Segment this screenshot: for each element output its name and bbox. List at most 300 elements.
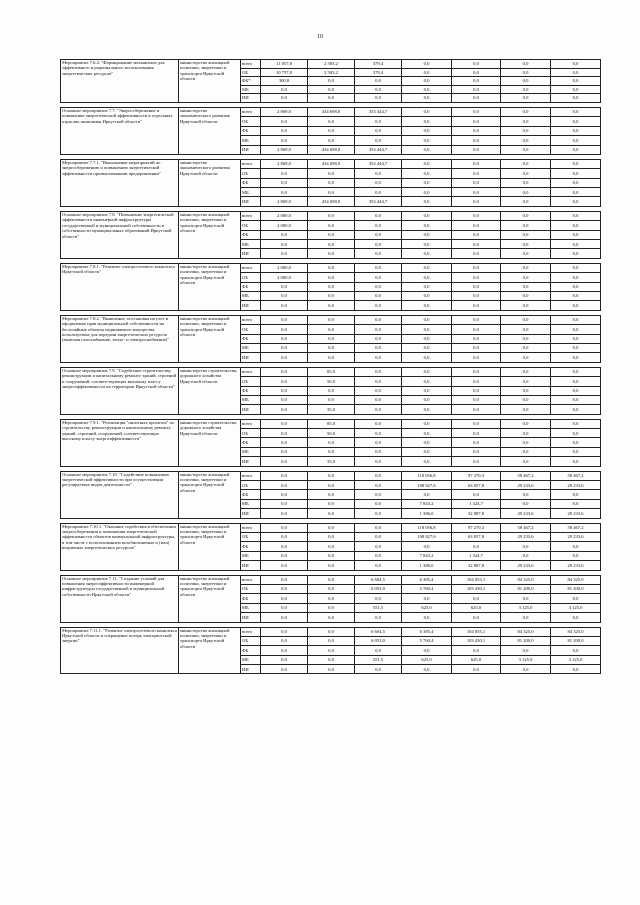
amount-cell: 0,0 — [402, 169, 452, 178]
measure-title: Мероприятие 7.8.1. "Развитие электросетевого комплекса Иркутской области" — [61, 263, 179, 310]
amount-cell: 0,0 — [551, 68, 601, 77]
amount-cell: 0,0 — [261, 188, 308, 197]
amount-cell: 0,0 — [355, 353, 402, 362]
amount-cell: 0,0 — [308, 85, 355, 94]
amount-cell: 0,0 — [452, 315, 501, 324]
amount-cell: 0,0 — [551, 169, 601, 178]
amount-cell: 0,0 — [551, 447, 601, 456]
funding-source: ОБ — [241, 117, 261, 126]
amount-cell: 0,0 — [261, 584, 308, 593]
amount-cell: 0,0 — [402, 263, 452, 272]
funding-source: ИИ — [241, 561, 261, 570]
amount-cell: 0,0 — [261, 282, 308, 291]
amount-cell: 0,0 — [501, 325, 551, 334]
amount-cell: 0,0 — [501, 85, 551, 94]
amount-cell: 0,0 — [452, 188, 501, 197]
amount-cell: 0,0 — [402, 240, 452, 249]
funding-source: всего — [241, 159, 261, 168]
amount-cell: 0,0 — [261, 249, 308, 258]
measure-title: Мероприятие 7.10.1. "Оказание содействия в обеспечении энергосбережения и повышения энергетической эффективности объектов коммунальной инфраструктуры, в том числе с использованием возобновляемых и (или) вторичных энергетических ресурсов" — [61, 523, 179, 570]
funding-source: ИИ — [241, 353, 261, 362]
amount-cell: 0,0 — [261, 343, 308, 352]
amount-cell: 32 887,8 — [452, 561, 501, 570]
amount-cell: 0,0 — [501, 490, 551, 499]
amount-cell: 0,0 — [501, 221, 551, 230]
amount-cell: 0,0 — [402, 377, 452, 386]
amount-cell: 0,0 — [355, 169, 402, 178]
amount-cell: 0,0 — [402, 613, 452, 622]
amount-cell: 0,0 — [452, 211, 501, 220]
amount-cell: 2 869,0 — [261, 197, 308, 206]
amount-cell: 104 055,1 — [452, 575, 501, 584]
amount-cell: 0,0 — [261, 665, 308, 674]
amount-cell: 0,0 — [308, 77, 355, 86]
amount-cell: 0,0 — [551, 292, 601, 301]
measure-title: Основное мероприятие 7.11. "Создание условий для повышения энергоэффективности инженерной инфраструктуры государственной и муниципальной собственности Иркутской области" — [61, 575, 179, 622]
funding-source: ФБ — [241, 386, 261, 395]
amount-cell: 50,0 — [308, 377, 355, 386]
amount-cell: 0,0 — [261, 613, 308, 622]
funding-source: ФБ — [241, 646, 261, 655]
amount-cell: 0,0 — [501, 334, 551, 343]
amount-cell: 85,0 — [308, 419, 355, 428]
amount-cell: 0,0 — [501, 117, 551, 126]
amount-cell: 0,0 — [402, 282, 452, 291]
amount-cell: 0,0 — [501, 438, 551, 447]
measure-executor: министерство экономического развития Иркутской области — [179, 159, 241, 206]
amount-cell: 379,4 — [355, 68, 402, 77]
funding-source: ИИ — [241, 509, 261, 518]
amount-cell: 0,0 — [402, 438, 452, 447]
amount-cell: 1 386,0 — [402, 561, 452, 570]
amount-cell: 0,0 — [551, 240, 601, 249]
funding-source: ИИ — [241, 665, 261, 674]
amount-cell: 0,0 — [452, 145, 501, 154]
amount-cell: 35,0 — [308, 457, 355, 466]
amount-cell: 0,0 — [452, 240, 501, 249]
amount-cell: 0,0 — [355, 178, 402, 187]
amount-cell: 0,0 — [402, 145, 452, 154]
amount-cell: 85,0 — [308, 367, 355, 376]
funding-source: ФБ — [241, 594, 261, 603]
amount-cell: 58 467,2 — [551, 471, 601, 480]
funding-source: ФБ* — [241, 77, 261, 86]
amount-cell: 0,0 — [261, 457, 308, 466]
funding-source: ОБ — [241, 636, 261, 645]
amount-cell: 104 055,1 — [452, 627, 501, 636]
amount-cell: 0,0 — [501, 551, 551, 560]
funding-source: МБ — [241, 499, 261, 508]
amount-cell: 118 056,8 — [402, 471, 452, 480]
amount-cell: 0,0 — [501, 169, 551, 178]
amount-cell: 0,0 — [501, 230, 551, 239]
amount-cell: 0,0 — [402, 447, 452, 456]
amount-cell: 0,0 — [308, 211, 355, 220]
amount-cell: 0,0 — [261, 646, 308, 655]
amount-cell: 0,0 — [261, 419, 308, 428]
amount-cell: 0,0 — [551, 107, 601, 116]
amount-cell: 0,0 — [308, 646, 355, 655]
funding-source: ИИ — [241, 145, 261, 154]
amount-cell: 3 125,0 — [501, 603, 551, 612]
amount-cell: 0,0 — [501, 159, 551, 168]
amount-cell: 0,0 — [452, 117, 501, 126]
amount-cell: 0,0 — [261, 85, 308, 94]
amount-cell: 0,0 — [308, 561, 355, 570]
amount-cell: 0,0 — [308, 386, 355, 395]
amount-cell: 0,0 — [551, 60, 601, 69]
amount-cell: 81 200,0 — [501, 636, 551, 645]
amount-cell: 0,0 — [402, 315, 452, 324]
measure-executor: министерство строительства, дорожного хозяйства Иркутской области — [179, 419, 241, 466]
amount-cell: 0,0 — [501, 499, 551, 508]
amount-cell: 0,0 — [452, 405, 501, 414]
amount-cell: 0,0 — [355, 419, 402, 428]
amount-cell: 0,0 — [261, 523, 308, 532]
amount-cell: 0,0 — [355, 523, 402, 532]
amount-cell: 0,0 — [261, 532, 308, 541]
amount-cell: 0,0 — [261, 230, 308, 239]
amount-cell: 0,0 — [501, 94, 551, 103]
amount-cell: 0,0 — [355, 240, 402, 249]
amount-cell: 0,0 — [501, 126, 551, 135]
amount-cell: 0,0 — [355, 85, 402, 94]
measure-executor: министерство жилищной политики, энергетики и транспорта Иркутской области — [179, 523, 241, 570]
amount-cell: 0,0 — [355, 136, 402, 145]
amount-cell: 625,0 — [402, 603, 452, 612]
amount-cell: 0,0 — [355, 282, 402, 291]
amount-cell: 0,0 — [452, 429, 501, 438]
measure-title: Основное мероприятие 7.7. "Энергосбережение и повышение энергетической эффективности в отдельных отраслях экономики Иркутской области" — [61, 107, 179, 154]
amount-cell: 0,0 — [402, 405, 452, 414]
amount-cell: 0,0 — [261, 447, 308, 456]
amount-cell: 0,0 — [355, 481, 402, 490]
amount-cell: 0,0 — [501, 188, 551, 197]
amount-cell: 0,0 — [308, 249, 355, 258]
measure-title: Мероприятие 7.7.1. "Выполнение мероприятий по энергосбережению и повышению энергетической эффективности промышленными предприятиями" — [61, 159, 179, 206]
funding-source: всего — [241, 367, 261, 376]
funding-source: ОБ — [241, 584, 261, 593]
amount-cell: 0,0 — [551, 126, 601, 135]
amount-cell: 0,0 — [261, 481, 308, 490]
amount-cell: 108 827,6 — [402, 481, 452, 490]
amount-cell: 0,0 — [402, 77, 452, 86]
amount-cell: 0,0 — [402, 665, 452, 674]
amount-cell: 1 386,0 — [402, 509, 452, 518]
amount-cell: 0,0 — [308, 315, 355, 324]
amount-cell: 0,0 — [402, 107, 452, 116]
amount-cell: 2 583,2 — [308, 60, 355, 69]
amount-cell: 0,0 — [452, 334, 501, 343]
amount-cell: 0,0 — [501, 367, 551, 376]
measure-title: Основное мероприятие 7.9. "Содействие строительству, реконструкции и капитальному ремонту зданий, строений и сооружений, соответствующих высокому классу энергоэффективности на территории Иркутской области" — [61, 367, 179, 414]
measure-title: Мероприятие 7.11.1. "Развитие электросетевого комплекса Иркутской области и сокращение потерь электрической энергии" — [61, 627, 179, 674]
amount-cell: 0,0 — [452, 221, 501, 230]
amount-cell: 0,0 — [452, 85, 501, 94]
amount-cell: 0,0 — [402, 542, 452, 551]
amount-cell: 0,0 — [551, 211, 601, 220]
amount-cell: 7 843,2 — [402, 499, 452, 508]
amount-cell: 0,0 — [501, 136, 551, 145]
amount-cell: 0,0 — [551, 117, 601, 126]
amount-cell: 0,0 — [355, 438, 402, 447]
amount-cell: 0,0 — [308, 523, 355, 532]
measure-executor: министерство жилищной политики, энергетики и транспорта Иркутской области — [179, 60, 241, 103]
amount-cell: 0,0 — [355, 94, 402, 103]
amount-cell: 0,0 — [308, 499, 355, 508]
amount-cell: 50,0 — [308, 429, 355, 438]
funding-source: ОБ — [241, 377, 261, 386]
amount-cell: 0,0 — [308, 490, 355, 499]
amount-cell: 0,0 — [261, 292, 308, 301]
amount-cell: 6 604,5 — [355, 575, 402, 584]
amount-cell: 0,0 — [452, 343, 501, 352]
amount-cell: 0,0 — [308, 343, 355, 352]
amount-cell: 29 233,6 — [501, 509, 551, 518]
amount-cell: 84 325,0 — [501, 627, 551, 636]
amount-cell: 29 233,6 — [551, 561, 601, 570]
amount-cell: 0,0 — [551, 386, 601, 395]
amount-cell: 0,0 — [402, 117, 452, 126]
amount-cell: 0,0 — [308, 584, 355, 593]
amount-cell: 0,0 — [452, 178, 501, 187]
amount-cell: 103 430,1 — [452, 636, 501, 645]
funding-source: МБ — [241, 603, 261, 612]
amount-cell: 0,0 — [355, 429, 402, 438]
amount-cell: 0,0 — [452, 367, 501, 376]
amount-cell: 0,0 — [308, 334, 355, 343]
amount-cell: 10 757,0 — [261, 68, 308, 77]
amount-cell: 0,0 — [551, 230, 601, 239]
amount-cell: 0,0 — [501, 646, 551, 655]
funding-source: ОБ — [241, 221, 261, 230]
amount-cell: 0,0 — [452, 107, 501, 116]
amount-cell: 0,0 — [355, 126, 402, 135]
amount-cell: 0,0 — [402, 429, 452, 438]
amount-cell: 0,0 — [402, 159, 452, 168]
amount-cell: 0,0 — [551, 367, 601, 376]
amount-cell: 0,0 — [261, 395, 308, 404]
amount-cell: 0,0 — [501, 594, 551, 603]
amount-cell: 0,0 — [452, 94, 501, 103]
amount-cell: 3 125,0 — [501, 655, 551, 664]
amount-cell: 0,0 — [355, 613, 402, 622]
funding-source: ОБ — [241, 481, 261, 490]
amount-cell: 0,0 — [355, 457, 402, 466]
amount-cell: 0,0 — [261, 353, 308, 362]
amount-cell: 0,0 — [452, 386, 501, 395]
amount-cell: 0,0 — [551, 343, 601, 352]
amount-cell: 0,0 — [402, 68, 452, 77]
funding-source: МБ — [241, 395, 261, 404]
amount-cell: 0,0 — [551, 188, 601, 197]
amount-cell: 0,0 — [452, 282, 501, 291]
amount-cell: 0,0 — [308, 603, 355, 612]
amount-cell: 0,0 — [261, 471, 308, 480]
measure-title: Мероприятие 7.6.4. "Формирование механизмов для эффективного и рационального использования энергетических ресурсов" — [61, 60, 179, 103]
amount-cell: 0,0 — [308, 471, 355, 480]
amount-cell: 434 698,0 — [308, 107, 355, 116]
funding-source: ФБ — [241, 490, 261, 499]
amount-cell: 0,0 — [402, 353, 452, 362]
amount-cell: 0,0 — [355, 551, 402, 560]
funding-source: ОБ — [241, 532, 261, 541]
amount-cell: 0,0 — [261, 178, 308, 187]
amount-cell: 0,0 — [261, 377, 308, 386]
amount-cell: 0,0 — [402, 646, 452, 655]
amount-cell: 0,0 — [261, 240, 308, 249]
amount-cell: 0,0 — [501, 301, 551, 310]
amount-cell: 0,0 — [402, 126, 452, 135]
amount-cell: 0,0 — [402, 292, 452, 301]
amount-cell: 625,0 — [452, 603, 501, 612]
amount-cell: 0,0 — [355, 405, 402, 414]
amount-cell: 0,0 — [261, 325, 308, 334]
amount-cell: 0,0 — [452, 353, 501, 362]
amount-cell: 0,0 — [452, 77, 501, 86]
amount-cell: 0,0 — [355, 395, 402, 404]
amount-cell: 0,0 — [355, 301, 402, 310]
amount-cell: 0,0 — [308, 178, 355, 187]
amount-cell: 0,0 — [501, 107, 551, 116]
amount-cell: 0,0 — [308, 273, 355, 282]
funding-source: ОБ — [241, 429, 261, 438]
amount-cell: 353 444,7 — [355, 145, 402, 154]
amount-cell: 11 057,8 — [261, 60, 308, 69]
amount-cell: 0,0 — [551, 178, 601, 187]
amount-cell: 0,0 — [452, 395, 501, 404]
amount-cell: 0,0 — [452, 169, 501, 178]
amount-cell: 0,0 — [501, 145, 551, 154]
amount-cell: 434 698,0 — [308, 159, 355, 168]
amount-cell: 0,0 — [501, 613, 551, 622]
amount-cell: 0,0 — [551, 613, 601, 622]
amount-cell: 0,0 — [452, 230, 501, 239]
amount-cell: 81 200,0 — [501, 584, 551, 593]
amount-cell: 0,0 — [402, 249, 452, 258]
amount-cell: 0,0 — [261, 603, 308, 612]
amount-cell: 0,0 — [452, 249, 501, 258]
amount-cell: 0,0 — [452, 273, 501, 282]
amount-cell: 0,0 — [551, 136, 601, 145]
amount-cell: 0,0 — [402, 85, 452, 94]
amount-cell: 29 233,6 — [551, 532, 601, 541]
measure-executor: министерство строительства, дорожного хозяйства Иркутской области — [179, 367, 241, 414]
amount-cell: 0,0 — [551, 438, 601, 447]
measure-title: Мероприятие 7.8.2. "Выявление, постановка на учет и оформление прав муниципальной собственности на бесхозяйные объекты недвижимого имущества, используемые для передачи энергетических ресурсов (включая газоснабжение, тепло- и электроснабжение)" — [61, 315, 179, 362]
amount-cell: 32 887,8 — [452, 509, 501, 518]
amount-cell: 353 444,7 — [355, 197, 402, 206]
amount-cell: 0,0 — [452, 646, 501, 655]
amount-cell: 84 325,0 — [501, 575, 551, 584]
amount-cell: 0,0 — [402, 136, 452, 145]
amount-cell: 0,0 — [501, 386, 551, 395]
funding-source: всего — [241, 315, 261, 324]
amount-cell: 0,0 — [551, 263, 601, 272]
amount-cell: 0,0 — [355, 665, 402, 674]
amount-cell: 0,0 — [355, 292, 402, 301]
amount-cell: 0,0 — [402, 594, 452, 603]
amount-cell: 0,0 — [501, 77, 551, 86]
amount-cell: 0,0 — [402, 60, 452, 69]
amount-cell: 0,0 — [355, 188, 402, 197]
funding-source: ФБ — [241, 126, 261, 135]
funding-source: ОБ — [241, 325, 261, 334]
amount-cell: 0,0 — [452, 613, 501, 622]
amount-cell: 0,0 — [452, 490, 501, 499]
amount-cell: 0,0 — [308, 353, 355, 362]
amount-cell: 0,0 — [402, 178, 452, 187]
amount-cell: 0,0 — [261, 542, 308, 551]
amount-cell: 0,0 — [308, 636, 355, 645]
amount-cell: 2 000,0 — [261, 263, 308, 272]
funding-source: МБ — [241, 136, 261, 145]
amount-cell: 0,0 — [501, 178, 551, 187]
amount-cell: 0,0 — [261, 405, 308, 414]
amount-cell: 0,0 — [355, 367, 402, 376]
amount-cell: 0,0 — [308, 282, 355, 291]
amount-cell: 0,0 — [452, 594, 501, 603]
funding-source: ИИ — [241, 457, 261, 466]
amount-cell: 0,0 — [501, 405, 551, 414]
amount-cell: 0,0 — [501, 419, 551, 428]
funding-source: всего — [241, 523, 261, 532]
amount-cell: 0,0 — [355, 646, 402, 655]
amount-cell: 379,4 — [355, 60, 402, 69]
amount-cell: 6 053,0 — [355, 584, 402, 593]
amount-cell: 0,0 — [308, 230, 355, 239]
amount-cell: 0,0 — [261, 136, 308, 145]
amount-cell: 58 467,2 — [501, 523, 551, 532]
amount-cell: 0,0 — [308, 509, 355, 518]
amount-cell: 0,0 — [551, 542, 601, 551]
amount-cell: 0,0 — [355, 249, 402, 258]
amount-cell: 0,0 — [551, 405, 601, 414]
funding-source: ФБ — [241, 334, 261, 343]
amount-cell: 0,0 — [355, 471, 402, 480]
funding-source: МБ — [241, 85, 261, 94]
table-row — [61, 315, 601, 324]
amount-cell: 0,0 — [308, 169, 355, 178]
amount-cell: 5 760,4 — [402, 636, 452, 645]
amount-cell: 0,0 — [355, 117, 402, 126]
funding-source: ИИ — [241, 301, 261, 310]
amount-cell: 0,0 — [261, 575, 308, 584]
amount-cell: 0,0 — [402, 325, 452, 334]
amount-cell: 0,0 — [501, 343, 551, 352]
table-row — [61, 471, 601, 480]
amount-cell: 0,0 — [355, 561, 402, 570]
amount-cell: 81 200,0 — [551, 584, 601, 593]
amount-cell: 0,0 — [551, 273, 601, 282]
amount-cell: 0,0 — [551, 94, 601, 103]
amount-cell: 5 760,4 — [402, 584, 452, 593]
amount-cell: 0,0 — [355, 509, 402, 518]
amount-cell: 0,0 — [355, 377, 402, 386]
amount-cell: 0,0 — [402, 94, 452, 103]
page-number: 10 — [317, 34, 323, 40]
amount-cell: 0,0 — [402, 273, 452, 282]
amount-cell: 300,8 — [261, 77, 308, 86]
amount-cell: 551,5 — [355, 655, 402, 664]
amount-cell: 0,0 — [501, 395, 551, 404]
amount-cell: 6 604,5 — [355, 627, 402, 636]
amount-cell: 0,0 — [308, 575, 355, 584]
amount-cell: 0,0 — [308, 594, 355, 603]
table-row — [61, 211, 601, 220]
amount-cell: 81 200,0 — [551, 636, 601, 645]
amount-cell: 6 385,4 — [402, 575, 452, 584]
